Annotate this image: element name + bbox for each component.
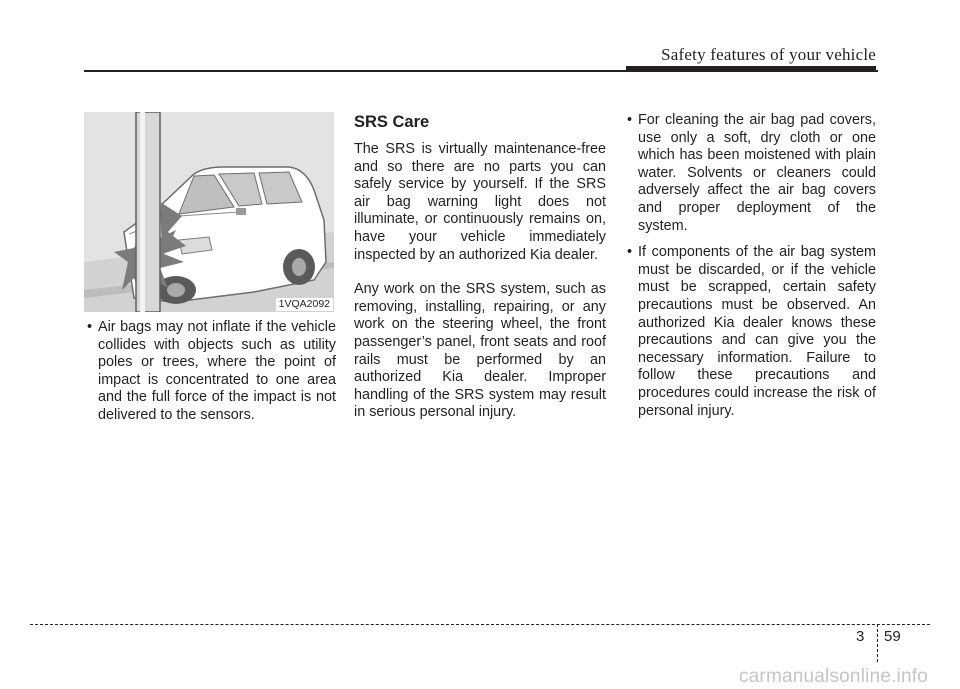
footer-divider bbox=[877, 624, 878, 662]
bullet-marker: • bbox=[627, 244, 633, 261]
bullet-item bbox=[84, 319, 336, 425]
bullet-text: For cleaning the air bag pad covers, use only a soft, dry cloth or one which has been moistened with plain water. Solvents or cleaners could adversely affect the air bag covers and proper deployment of the system. bbox=[638, 112, 876, 234]
chapter-number: 3 bbox=[856, 628, 865, 645]
bullet-item bbox=[624, 112, 876, 235]
page-number: 59 bbox=[884, 628, 901, 645]
running-header: Safety features of your vehicle bbox=[661, 45, 876, 64]
bullet-text: Air bags may not inflate if the vehicle collides with objects such as utility poles or trees, where the point of impact is concentrated to one area and the full force of the impact is not delivered to the sensors. bbox=[98, 319, 336, 423]
bullet-marker: • bbox=[87, 319, 93, 335]
car-collision-illustration bbox=[84, 112, 334, 312]
car-hits-pole-image bbox=[84, 112, 334, 312]
column-left bbox=[84, 112, 336, 434]
figure-code-label: 1VQA2092 bbox=[276, 298, 333, 311]
bullet-text: If components of the air bag system must be discarded, or if the vehicle must be scrapped, certain safety precautions must be observed. An authorized Kia dealer knows these precautions and can give you the necessary information. Failure to follow these precautions and procedures could increase the risk of personal injury. bbox=[638, 244, 876, 419]
column-right bbox=[624, 112, 876, 429]
column-middle bbox=[354, 112, 606, 439]
section-heading: SRS Care bbox=[354, 113, 430, 131]
footer-rule bbox=[30, 624, 930, 625]
bullet-marker: • bbox=[627, 112, 633, 128]
paragraph: The SRS is virtually maintenance-free and so there are no parts you can safely service by yourself. If the SRS air bag warning light does not illuminate, or continuously remains on, have your vehicle immediately inspected by an authorized Kia dealer. bbox=[354, 141, 606, 263]
bullet-item bbox=[624, 244, 876, 420]
site-watermark: carmanualsonline.info bbox=[738, 666, 928, 687]
header-rule-accent bbox=[626, 66, 876, 71]
paragraph: Any work on the SRS system, such as removing, installing, repairing, or any work on the steering wheel, the front passenger’s panel, front seats and roof rails must be performed by an authorized Kia dealer. Improper handling of the SRS system may result in serious personal injury. bbox=[354, 281, 606, 421]
